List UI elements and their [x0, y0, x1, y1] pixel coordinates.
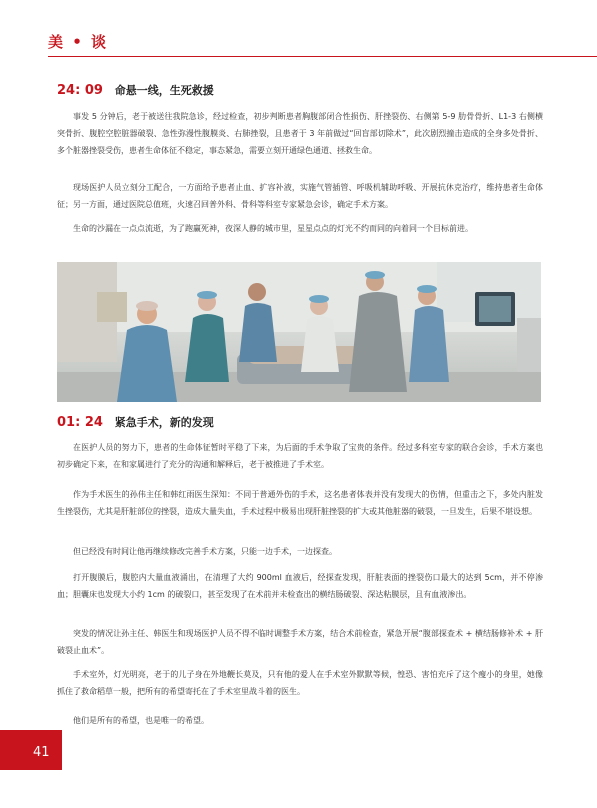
section-time: 24: 09 — [57, 83, 103, 98]
paragraph: 他们是所有的希望，也是唯一的希望。 — [73, 716, 209, 725]
section-title: 紧急手术，新的发现 — [114, 416, 214, 429]
paragraph: 手术室外，灯光明亮，老于的儿子身在外地鞭长莫及，只有他的爱人在手术室外默默等候，惶恐、害怕充斥了这个瘦小的身里，她像抓住了救命稻草一般，把所有的希望寄托在了手术室里战斗着的医生。 — [57, 670, 543, 696]
header-title: 美 • 谈 — [48, 33, 109, 51]
paragraph: 现场医护人员立刻分工配合，一方面给予患者止血、扩容补液，实施气管插管、呼吸机辅助呼吸、开展抗休克治疗，维持患者生命体征；另一方面，通过医院总值班，火速召回普外科、骨科等科室专家紧急会诊，确定手术方案。 — [57, 183, 543, 209]
section-time: 01: 24 — [57, 415, 103, 430]
page-number-tab — [0, 730, 62, 770]
paragraph: 在医护人员的努力下，患者的生命体征暂时平稳了下来，为后面的手术争取了宝贵的条件。经过多科室专家的联合会诊，手术方案也初步确定下来，在和家属进行了充分的沟通和解释后，老于被推进了手术室。 — [57, 443, 543, 469]
header-divider — [48, 56, 597, 57]
rescue-photo — [57, 262, 541, 402]
paragraph: 作为手术医生的孙伟主任和韩红雨医生深知：不同于普通外伤的手术，这名患者体表并没有发现大的伤情，但重击之下，多处内脏发生挫裂伤，尤其是肝脏部位的挫裂，造成大量失血，手术过程中极易出现肝脏挫裂的扩大或其他脏器的破裂，一旦发生，后果不堪设想。 — [57, 490, 543, 516]
page-number: 41 — [33, 745, 50, 760]
paragraph: 打开腹膜后，腹腔内大量血液涌出，在清理了大约 900ml 血液后，经探查发现，肝脏表面的挫裂伤口最大的达到 5cm，并不停渗血；胆囊床也发现大小约 1cm 的破裂口，甚至发现了在术前并未检查出的横结肠破裂、深达粘膜层，且有血液渗出。 — [57, 573, 543, 599]
paragraph: 事发 5 分钟后，老于被送往我院急诊，经过检查，初步判断患者胸腹部闭合性损伤、肝挫裂伤、右侧第 5-9 肋骨骨折、L1-3 右侧横突骨折、腹腔空腔脏器破裂、急性弥漫性腹膜炎、右肺挫裂，且患者于 3 年前做过“回盲部切除术”，此次剧烈撞击造成的全身多处骨折、多个脏器挫裂受伤，患者生命体征不稳定，事态紧急，需要立刻开通绿色通道、拯救生命。 — [57, 112, 543, 155]
paragraph: 但已经没有时间让他再继续修改完善手术方案，只能一边手术，一边探查。 — [73, 547, 337, 556]
paragraph: 生命的沙漏在一点点流逝，为了跑赢死神，夜深人静的城市里，星星点点的灯光不约而同的向着同一个目标前进。 — [73, 224, 473, 233]
section-heading — [57, 414, 214, 430]
section-heading — [57, 82, 214, 98]
paragraph: 突发的情况让孙主任、韩医生和现场医护人员不得不临时调整手术方案，结合术前检查，紧急开展“腹部探查术 + 横结肠修补术 + 肝破裂止血术”。 — [57, 629, 543, 655]
emergency-room-illustration — [57, 262, 541, 402]
section-title: 命悬一线，生死救援 — [114, 84, 214, 97]
